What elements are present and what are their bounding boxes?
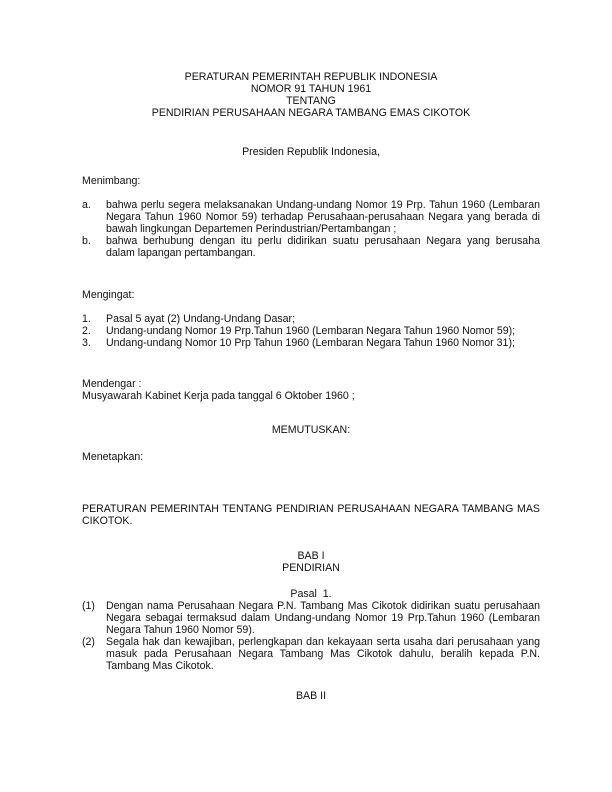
mengingat-heading: Mengingat: xyxy=(82,289,135,301)
item-number: 1. xyxy=(82,313,91,325)
item-number: (1) xyxy=(82,600,95,612)
bab-1 xyxy=(82,550,540,574)
title-line: NOMOR 91 TAHUN 1961 xyxy=(250,83,372,95)
item-text: Undang-undang Nomor 19 Prp.Tahun 1960 (Lembaran Negara Tahun 1960 Nomor 59); xyxy=(106,325,516,337)
list-item xyxy=(82,199,540,235)
list-item xyxy=(82,337,540,349)
mendengar-heading: Mendengar : xyxy=(82,378,142,390)
pasal-1-list xyxy=(82,600,540,672)
list-item xyxy=(82,325,540,337)
mengingat-list xyxy=(82,313,540,349)
list-item xyxy=(82,600,540,636)
item-number: 3. xyxy=(82,337,91,349)
item-text: Pasal 5 ayat (2) Undang-Undang Dasar; xyxy=(106,313,296,325)
mendengar-section xyxy=(82,378,540,402)
list-item xyxy=(82,636,540,672)
title-line: PERATURAN PEMERINTAH REPUBLIK INDONESIA xyxy=(184,71,438,83)
bab-2-title: BAB II xyxy=(295,690,327,702)
document-title xyxy=(82,71,540,119)
bab-subtitle: PENDIRIAN xyxy=(282,562,340,574)
menetapkan-heading: Menetapkan: xyxy=(82,451,144,463)
item-text: Segala hak dan kewajiban, perlengkapan dan kekayaan serta usaha dari perusahaan yang masuk pada Perusahaan Negara Tambang Mas Cikotok dahulu, beralih kepada P.N. Tambang Mas Cikotok. xyxy=(106,636,540,672)
presiden-line: Presiden Republik Indonesia, xyxy=(242,146,380,158)
item-text: bahwa berhubung dengan itu perlu didirikan suatu perusahaan Negara yang berusaha dalam lapangan pertambangan. xyxy=(106,235,540,259)
item-number: a. xyxy=(82,199,91,211)
title-line: PENDIRIAN PERUSAHAAN NEGARA TAMBANG EMAS CIKOTOK xyxy=(151,107,471,119)
item-number: (2) xyxy=(82,636,95,648)
list-item xyxy=(82,313,540,325)
title-line: TENTANG xyxy=(286,95,336,107)
item-number: b. xyxy=(82,235,91,247)
bab-title: BAB I xyxy=(297,550,325,562)
menimbang-heading: Menimbang: xyxy=(82,175,141,187)
item-number: 2. xyxy=(82,325,91,337)
list-item xyxy=(82,235,540,259)
menimbang-list xyxy=(82,199,540,259)
item-text: bahwa perlu segera melaksanakan Undang-undang Nomor 19 Prp. Tahun 1960 (Lembaran Negara Tahun 1960 Nomor 59) terhadap Perusahaan-perusahaan Negara yang berada di bawah lingkungan Departemen Perindustrian/Pertambangan ; xyxy=(106,199,540,235)
item-text: Undang-undang Nomor 10 Prp Tahun 1960 (Lembaran Negara Tahun 1960 Nomor 31); xyxy=(106,337,515,349)
memutuskan-heading: MEMUTUSKAN: xyxy=(271,424,351,436)
pasal-1-title: Pasal 1. xyxy=(290,588,332,600)
item-text: Dengan nama Perusahaan Negara P.N. Tambang Mas Cikotok didirikan suatu perusahaan Negara sebagai termaksud dalam Undang-undang Nomor 19 Prp.Tahun 1960 (Lembaran Negara Tahun 1960 Nomor 59). xyxy=(106,600,540,636)
menetapkan-text: PERATURAN PEMERINTAH TENTANG PENDIRIAN PERUSAHAAN NEGARA TAMBANG MAS CIKOTOK. xyxy=(82,503,540,527)
mendengar-text: Musyawarah Kabinet Kerja pada tanggal 6 Oktober 1960 ; xyxy=(82,390,355,402)
